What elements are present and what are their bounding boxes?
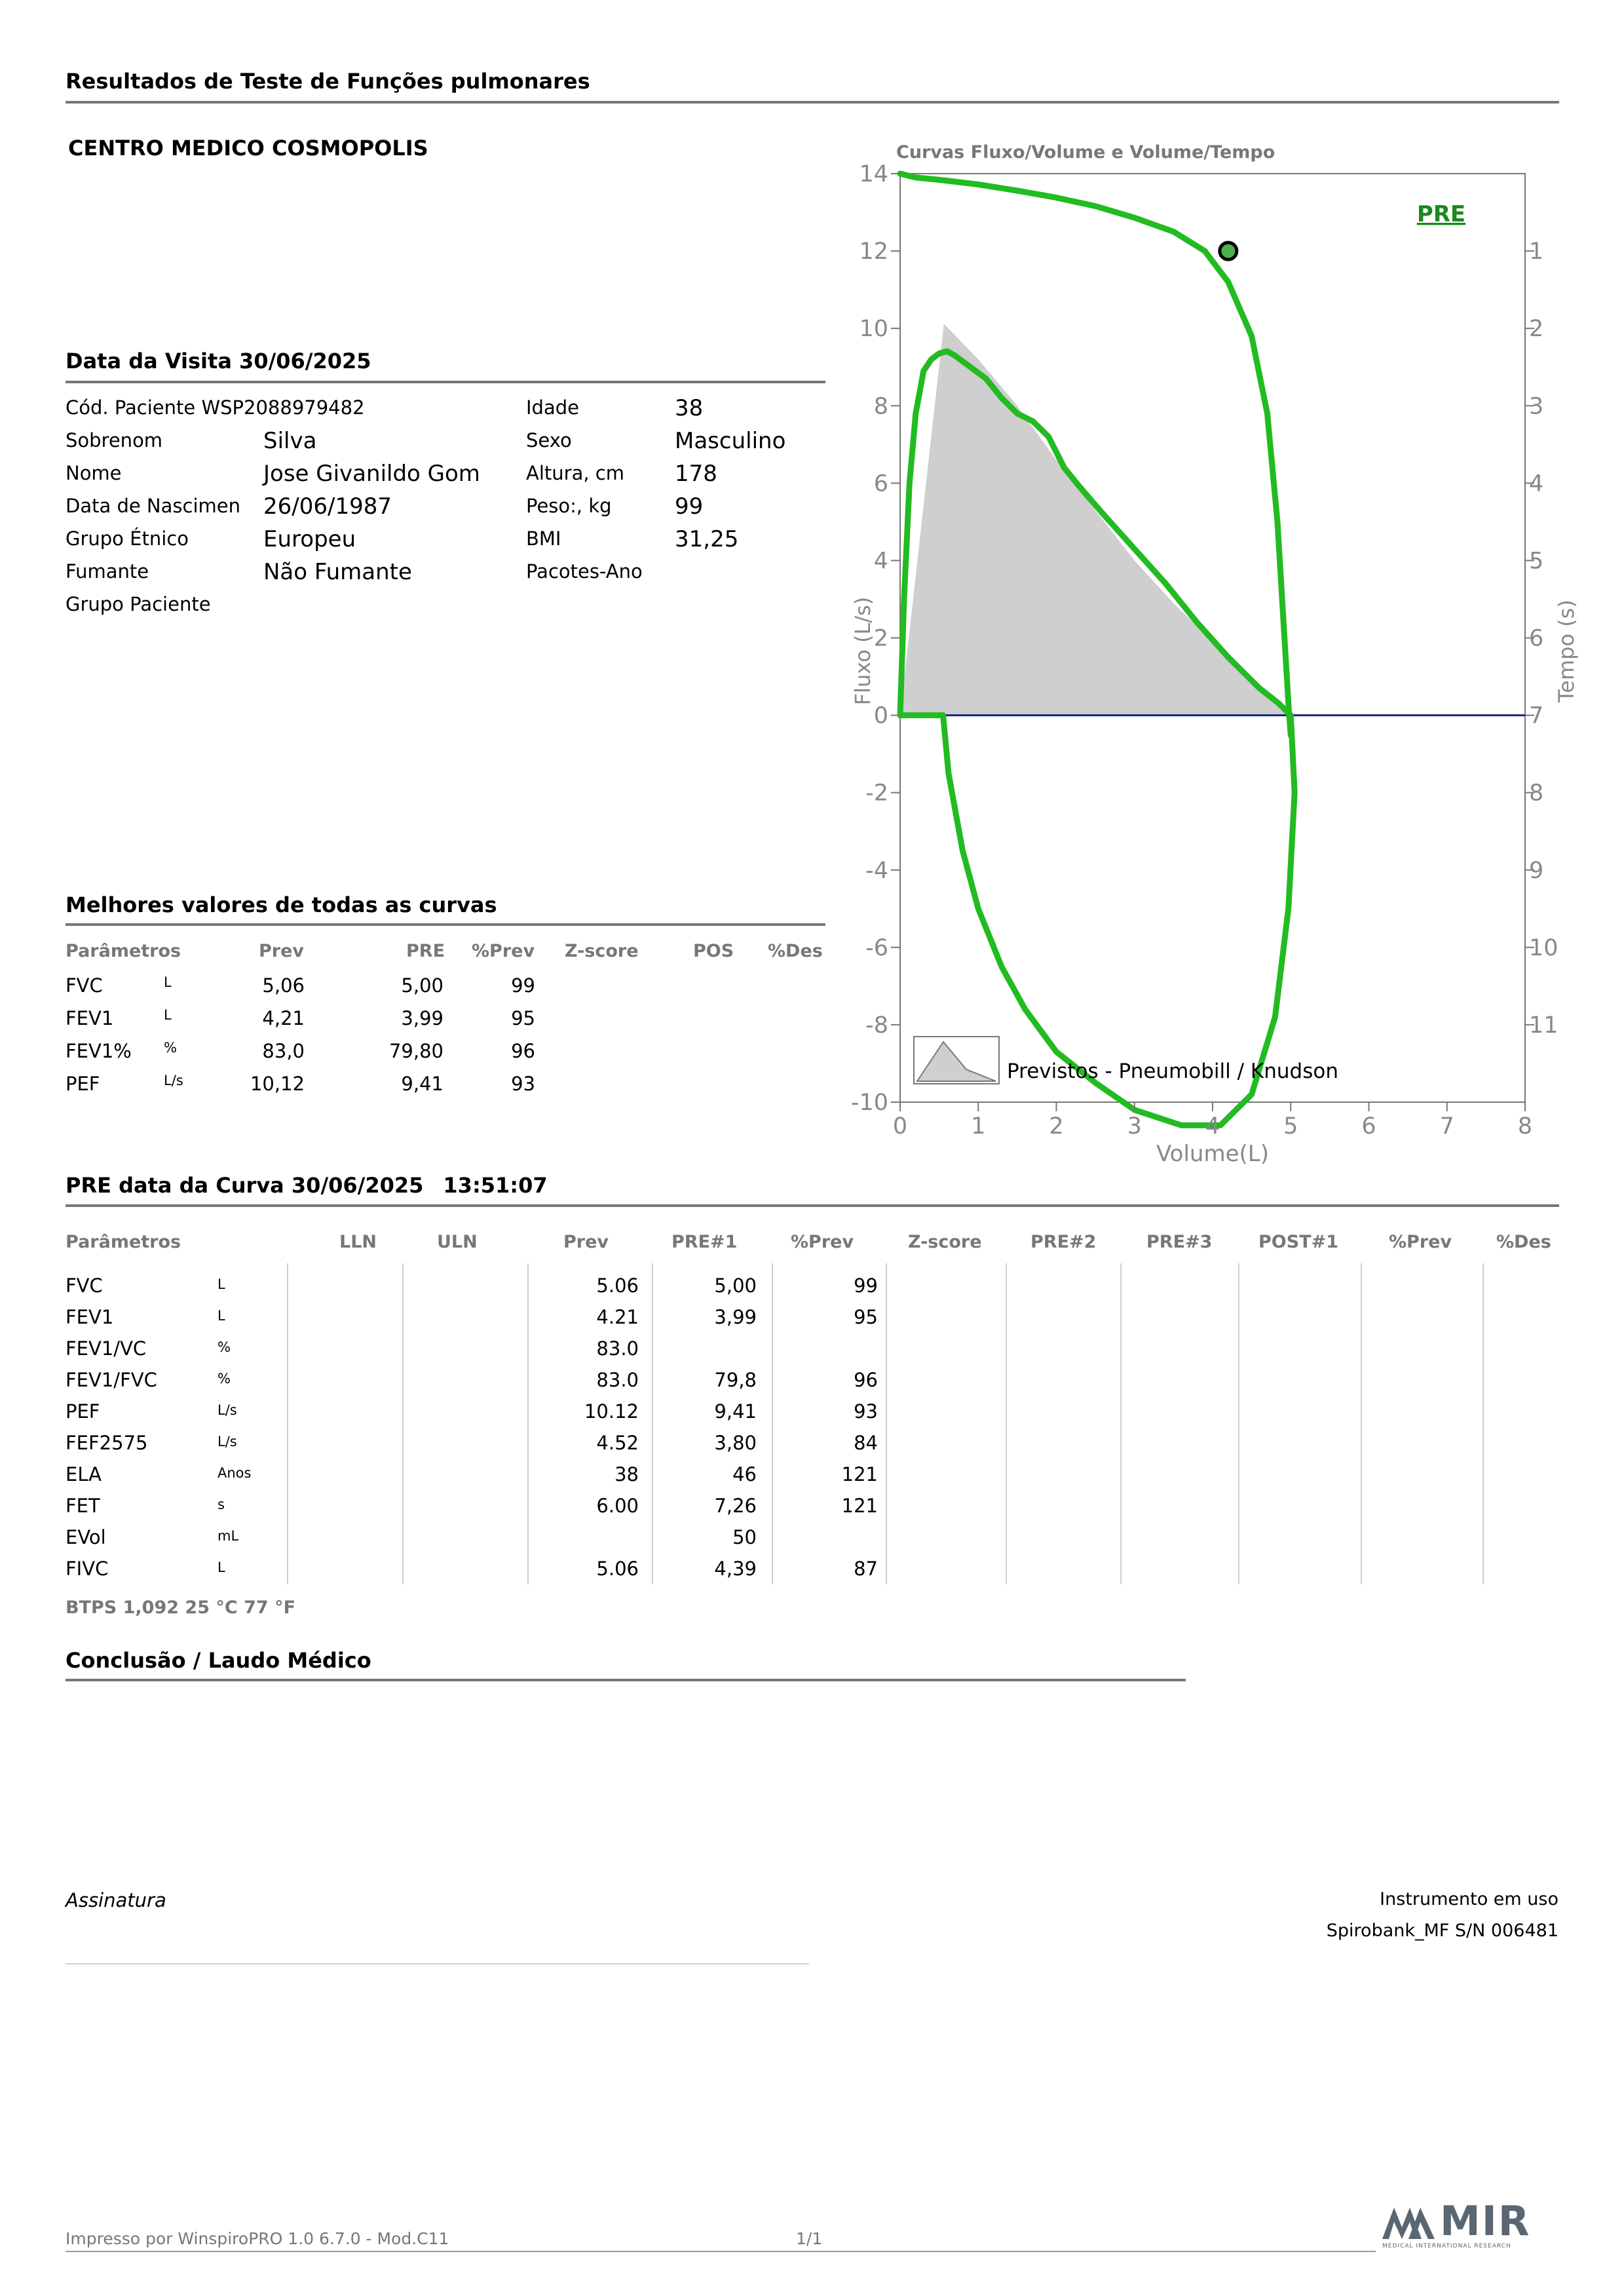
y-tick-label: -10 <box>850 1090 888 1116</box>
curve-row-param: FEV1/VC <box>66 1337 147 1360</box>
column-divider <box>402 1263 404 1584</box>
best-values-title: Melhores valores de todas as curvas <box>66 892 497 917</box>
curve-row-unit: mL <box>217 1528 239 1544</box>
curve-row-pre1: 7,26 <box>714 1495 757 1517</box>
best-row-pre: 5,00 <box>401 974 444 997</box>
curve-divider <box>66 1204 1559 1207</box>
y2-tick-label: 3 <box>1529 393 1544 420</box>
mir-logo-icon <box>1382 2202 1435 2239</box>
curve-row-pprev: 96 <box>854 1369 878 1391</box>
best-row-param: FVC <box>66 974 103 997</box>
best-row-prev: 83,0 <box>262 1040 305 1062</box>
patient-field-label: Cód. Paciente WSP2088979482 <box>66 396 365 419</box>
footer-line <box>66 2251 1376 2252</box>
mir-logo-subtitle: MEDICAL INTERNATIONAL RESEARCH <box>1382 2243 1511 2249</box>
y-axis-label: Fluxo (L/s) <box>850 596 875 706</box>
curve-row-param: FVC <box>66 1274 103 1297</box>
patient-field-value: 38 <box>675 395 704 421</box>
legend-pre: PRE <box>1416 201 1466 227</box>
y2-tick-label: 7 <box>1529 702 1544 729</box>
patient-field-label: Data de Nascimen <box>66 495 240 517</box>
x-tick-label: 6 <box>1361 1113 1376 1139</box>
page-number: 1/1 <box>796 2229 823 2248</box>
curve-row-unit: s <box>217 1497 225 1512</box>
best-row-param: FEV1% <box>66 1040 132 1062</box>
best-row-param: FEV1 <box>66 1007 114 1029</box>
column-divider <box>287 1263 288 1584</box>
column-divider <box>527 1263 529 1584</box>
predicted-legend-label: Previstos - Pneumobill / Knudson <box>1007 1060 1338 1083</box>
best-header-cell: Parâmetros <box>66 941 181 961</box>
report-title: Resultados de Teste de Funções pulmonares <box>66 69 590 94</box>
column-divider <box>1120 1263 1122 1584</box>
curve-row-pre1: 3,80 <box>714 1432 757 1454</box>
curve-row-prev: 4.52 <box>596 1432 639 1454</box>
y-tick-label: 8 <box>873 393 888 420</box>
patient-field-value: Jose Givanildo Gom <box>263 461 480 487</box>
best-header-cell: %Prev <box>472 941 535 961</box>
x-tick-label: 7 <box>1439 1113 1454 1139</box>
x-tick-label: 8 <box>1517 1113 1533 1139</box>
curve-row-pre1: 79,8 <box>714 1369 757 1391</box>
curve-header-cell: Z-score <box>908 1232 982 1252</box>
chart-title: Curvas Fluxo/Volume e Volume/Tempo <box>896 142 1275 163</box>
best-header-cell: PRE <box>406 941 445 961</box>
curve-row-param: EVol <box>66 1526 106 1548</box>
curve-header-cell: %Prev <box>1389 1232 1452 1252</box>
patient-field-value: 99 <box>675 493 704 520</box>
curve-row-pprev: 87 <box>854 1558 878 1580</box>
y2-tick-label: 1 <box>1529 239 1544 265</box>
patient-field-value: Masculino <box>675 428 786 454</box>
best-header-cell: Prev <box>259 941 305 961</box>
column-divider <box>1482 1263 1484 1584</box>
curve-row-unit: L <box>217 1308 225 1324</box>
curve-row-param: FEV1/FVC <box>66 1369 157 1391</box>
curve-row-pprev: 99 <box>854 1274 878 1297</box>
curve-row-unit: % <box>217 1339 231 1355</box>
btps-info: BTPS 1,092 25 °C 77 °F <box>66 1598 296 1618</box>
curve-row-pprev: 93 <box>854 1400 878 1423</box>
curve-header-cell: %Prev <box>791 1232 854 1252</box>
clinic-name: CENTRO MEDICO COSMOPOLIS <box>68 136 428 161</box>
best-row-pprev: 99 <box>511 974 535 997</box>
curve-header-cell: LLN <box>339 1232 377 1252</box>
patient-field-label: Pacotes-Ano <box>526 560 643 583</box>
best-header-cell: POS <box>693 941 734 961</box>
signature-line <box>66 1963 809 1964</box>
curve-row-pre1: 9,41 <box>714 1400 757 1423</box>
curve-row-param: FIVC <box>66 1558 109 1580</box>
curve-row-param: FEV1 <box>66 1306 114 1328</box>
x-tick-label: 4 <box>1205 1113 1220 1139</box>
y-tick-label: -4 <box>865 857 888 884</box>
patient-field-label: Altura, cm <box>526 462 624 484</box>
curve-header-cell: Parâmetros <box>66 1232 181 1252</box>
curve-row-unit: L/s <box>217 1402 237 1418</box>
curve-row-prev: 83.0 <box>596 1369 639 1391</box>
y2-tick-label: 9 <box>1529 857 1544 884</box>
x-tick-label: 0 <box>892 1113 908 1139</box>
curve-row-pprev: 95 <box>854 1306 878 1328</box>
curve-row-pre1: 46 <box>732 1463 757 1485</box>
curve-row-unit: Anos <box>217 1465 252 1481</box>
y2-tick-label: 2 <box>1529 316 1544 343</box>
best-row-pprev: 93 <box>511 1073 535 1095</box>
column-divider <box>1006 1263 1007 1584</box>
curve-header-cell: ULN <box>437 1232 478 1252</box>
patient-field-label: BMI <box>526 527 561 550</box>
curve-row-unit: L/s <box>217 1434 237 1449</box>
curve-header-cell: PRE#2 <box>1030 1232 1097 1252</box>
patient-field-label: Idade <box>526 396 579 419</box>
y-tick-label: 2 <box>873 625 888 652</box>
curve-row-prev: 5.06 <box>596 1274 639 1297</box>
mir-logo-text: MIR <box>1440 2197 1531 2245</box>
patient-field-value: Europeu <box>263 526 356 552</box>
curve-row-prev: 10.12 <box>584 1400 639 1423</box>
patient-field-value: 26/06/1987 <box>263 493 392 520</box>
curve-row-unit: L <box>217 1559 225 1575</box>
column-divider <box>772 1263 773 1584</box>
curve-row-prev: 5.06 <box>596 1558 639 1580</box>
y-tick-label: 6 <box>873 470 888 497</box>
curve-title-date: PRE data da Curva 30/06/2025 <box>66 1173 424 1198</box>
y2-tick-label: 10 <box>1529 934 1558 961</box>
x-tick-label: 3 <box>1127 1113 1142 1139</box>
patient-field-label: Grupo Étnico <box>66 527 189 550</box>
curve-row-param: FEF2575 <box>66 1432 148 1454</box>
patient-field-label: Grupo Paciente <box>66 593 211 615</box>
y2-tick-label: 5 <box>1529 548 1544 575</box>
best-row-unit: L <box>164 1007 172 1023</box>
curve-header-cell: PRE#1 <box>671 1232 738 1252</box>
curve-row-prev: 6.00 <box>596 1495 639 1517</box>
best-row-prev: 4,21 <box>262 1007 305 1029</box>
best-row-pre: 79,80 <box>388 1040 444 1062</box>
patient-field-value: 178 <box>675 461 717 487</box>
curve-header-cell: PRE#3 <box>1146 1232 1213 1252</box>
visit-title: Data da Visita 30/06/2025 <box>66 349 371 373</box>
curve-row-unit: % <box>217 1371 231 1387</box>
y-tick-label: -8 <box>865 1012 888 1039</box>
y2-axis-label: Tempo (s) <box>1554 600 1579 702</box>
instrument-name: Spirobank_MF S/N 006481 <box>1326 1921 1558 1941</box>
y-tick-label: -6 <box>865 934 888 961</box>
curve-row-param: ELA <box>66 1463 102 1485</box>
column-divider <box>886 1263 887 1584</box>
curve-title-time: 13:51:07 <box>443 1173 548 1198</box>
curve-row-pre1: 5,00 <box>714 1274 757 1297</box>
y2-tick-label: 8 <box>1529 780 1544 807</box>
column-divider <box>1361 1263 1362 1584</box>
patient-field-value: 31,25 <box>675 526 739 552</box>
curve-header-cell: %Des <box>1496 1232 1551 1252</box>
curve-row-prev: 4.21 <box>596 1306 639 1328</box>
best-row-pre: 9,41 <box>401 1073 444 1095</box>
printed-by: Impresso por WinspiroPRO 1.0 6.7.0 - Mod.C11 <box>66 2229 449 2248</box>
best-row-pprev: 95 <box>511 1007 535 1029</box>
patient-field-label: Peso:, kg <box>526 495 612 517</box>
y2-tick-label: 4 <box>1529 470 1544 497</box>
x-axis-label: Volume(L) <box>1156 1141 1269 1167</box>
patient-field-label: Sexo <box>526 429 572 451</box>
best-row-unit: % <box>164 1040 177 1056</box>
curve-row-pre1: 3,99 <box>714 1306 757 1328</box>
curve-header-cell: Prev <box>563 1232 609 1252</box>
y-tick-label: 4 <box>873 548 888 575</box>
peak-marker <box>1220 242 1237 259</box>
column-divider <box>652 1263 653 1584</box>
instrument-label: Instrumento em uso <box>1380 1889 1558 1909</box>
y-tick-label: -2 <box>865 780 888 807</box>
best-row-param: PEF <box>66 1073 100 1095</box>
best-header-cell: %Des <box>768 941 823 961</box>
x-tick-label: 2 <box>1049 1113 1064 1139</box>
curve-row-pprev: 84 <box>854 1432 878 1454</box>
curve-row-param: FET <box>66 1495 100 1517</box>
patient-field-label: Fumante <box>66 560 149 583</box>
y2-tick-label: 11 <box>1529 1012 1558 1039</box>
patient-field-value: Silva <box>263 428 317 454</box>
conclusion-title: Conclusão / Laudo Médico <box>66 1648 371 1673</box>
conclusion-divider <box>66 1679 1186 1681</box>
column-divider <box>1238 1263 1239 1584</box>
patient-field-value: Não Fumante <box>263 559 412 585</box>
x-tick-label: 5 <box>1283 1113 1298 1139</box>
best-row-unit: L <box>164 974 172 990</box>
x-tick-label: 1 <box>971 1113 986 1139</box>
best-row-prev: 5,06 <box>262 974 305 997</box>
signature-label: Assinatura <box>66 1889 166 1911</box>
patient-field-label: Nome <box>66 462 122 484</box>
best-row-pprev: 96 <box>511 1040 535 1062</box>
curve-row-pre1: 4,39 <box>714 1558 757 1580</box>
curve-header-cell: POST#1 <box>1258 1232 1339 1252</box>
curve-row-pprev: 121 <box>841 1463 878 1485</box>
curve-row-prev: 83.0 <box>596 1337 639 1360</box>
mir-logo <box>1382 2197 1559 2256</box>
y-tick-label: 10 <box>859 316 888 343</box>
y-tick-label: 12 <box>859 239 888 265</box>
y-tick-label: 0 <box>873 702 888 729</box>
curve-row-pre1: 50 <box>732 1526 757 1548</box>
curve-row-unit: L <box>217 1276 225 1292</box>
curve-title <box>66 1173 548 1198</box>
best-header-cell: Z-score <box>565 941 639 961</box>
y-tick-label: 14 <box>859 161 888 187</box>
best-row-unit: L/s <box>164 1073 183 1088</box>
curve-row-prev: 38 <box>614 1463 639 1485</box>
curve-row-param: PEF <box>66 1400 100 1423</box>
best-row-pre: 3,99 <box>401 1007 444 1029</box>
best-row-prev: 10,12 <box>250 1073 305 1095</box>
y2-tick-label: 6 <box>1529 625 1544 652</box>
curve-row-pprev: 121 <box>841 1495 878 1517</box>
patient-field-label: Sobrenom <box>66 429 163 451</box>
